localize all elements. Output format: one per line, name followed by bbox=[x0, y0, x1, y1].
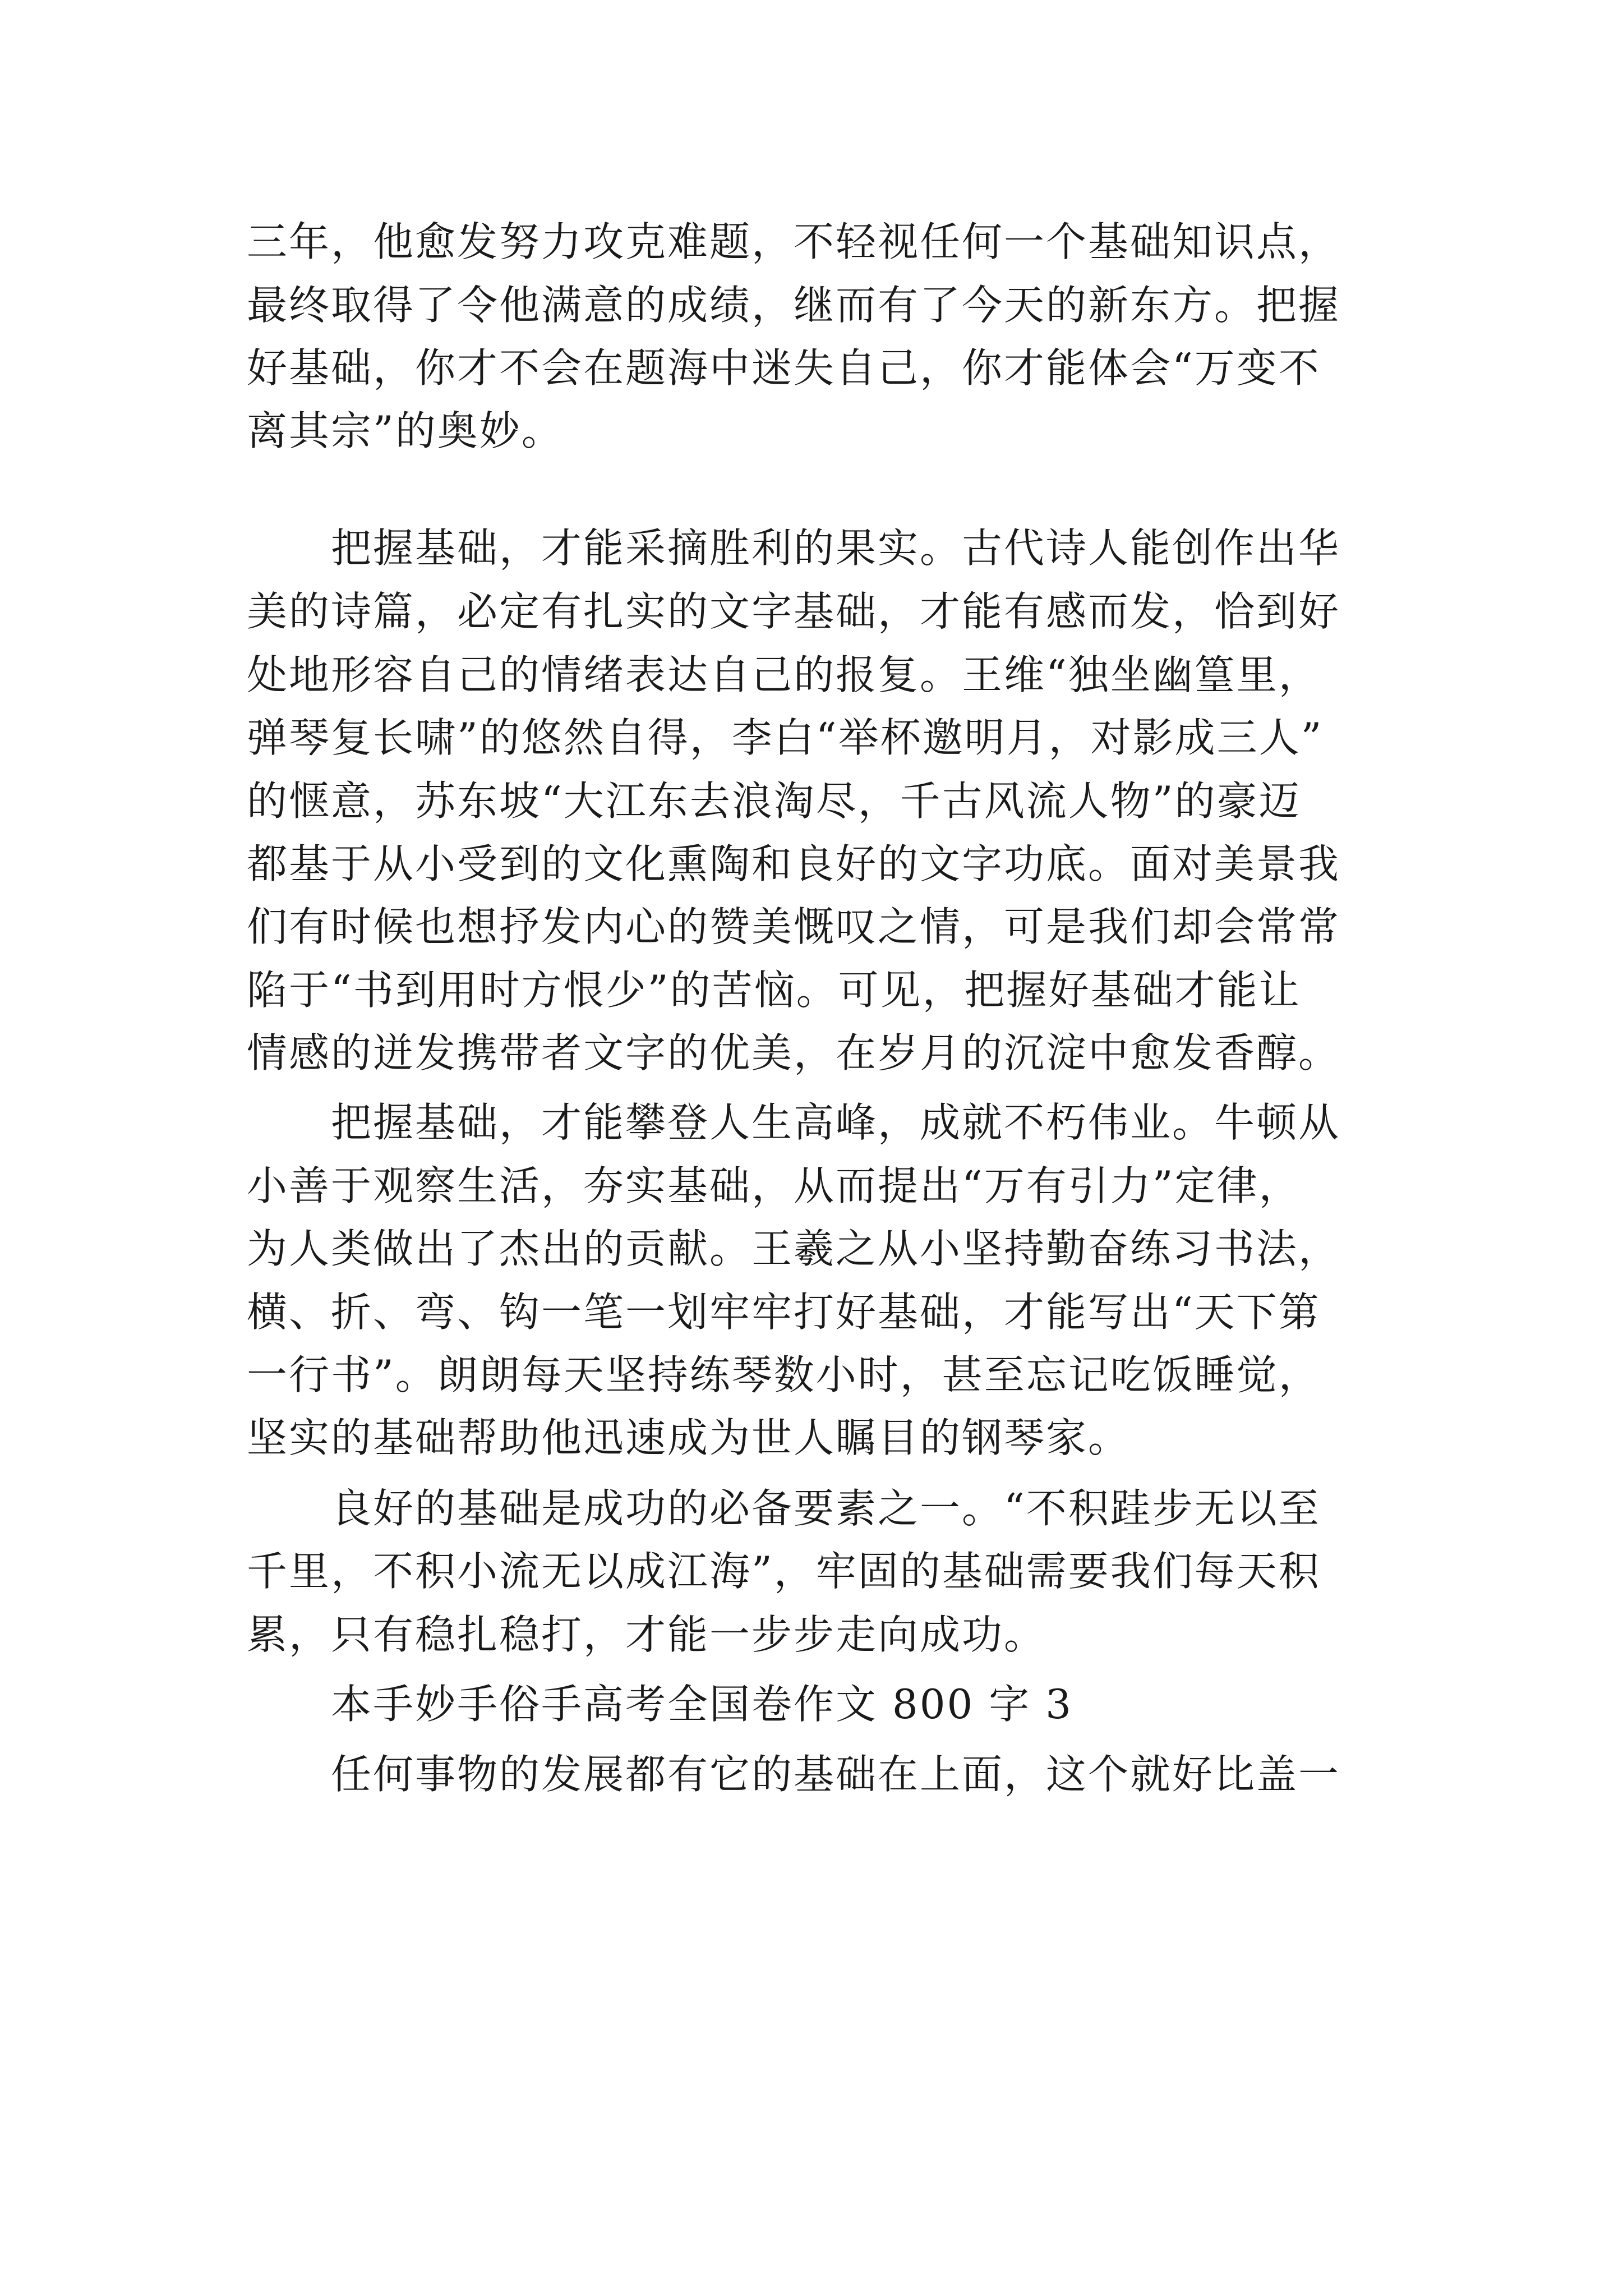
text-line: 三年，他愈发努力攻克难题，不轻视任何一个基础知识点， bbox=[247, 218, 1341, 265]
paragraph-first-line: 把握基础，才能采摘胜利的果实。古代诗人能创作出华 bbox=[331, 524, 1341, 572]
text-line: 处地形容自己的情绪表达自己的报复。王维“独坐幽篁里， bbox=[247, 651, 1321, 698]
text-line: 千里，不积小流无以成江海”，牢固的基础需要我们每天积 bbox=[247, 1548, 1321, 1595]
text-line: 坚实的基础帮助他迅速成为世人瞩目的钢琴家。 bbox=[247, 1414, 1131, 1461]
text-line: 为人类做出了杰出的贡献。王羲之从小坚持勤奋练习书法， bbox=[247, 1225, 1341, 1272]
text-line: 横、折、弯、钩一笔一划牢牢打好基础，才能写出“天下第 bbox=[247, 1289, 1321, 1336]
text-line: 最终取得了令他满意的成绩，继而有了今天的新东方。把握 bbox=[247, 282, 1341, 329]
paragraph-first-line: 任何事物的发展都有它的基础在上面，这个就好比盖一 bbox=[331, 1751, 1341, 1798]
text-line: 离其宗”的奥妙。 bbox=[247, 407, 564, 454]
text-line: 小善于观察生活，夯实基础，从而提出“万有引力”定律， bbox=[247, 1162, 1301, 1209]
text-line: 的惬意，苏东坡“大江东去浪淘尽，千古风流人物”的豪迈 bbox=[247, 777, 1301, 825]
text-line: 弹琴复长啸”的悠然自得，李白“举杯邀明月，对影成三人” bbox=[247, 714, 1324, 761]
text-line: 累，只有稳扎稳打，才能一步步走向成功。 bbox=[247, 1611, 1046, 1658]
text-line: 情感的迸发携带者文字的优美，在岁月的沉淀中愈发香醇。 bbox=[247, 1029, 1341, 1076]
section-heading: 本手妙手俗手高考全国卷作文 800 字 3 bbox=[331, 1681, 1073, 1728]
text-line: 好基础，你才不会在题海中迷失自己，你才能体会“万变不 bbox=[247, 344, 1321, 392]
text-line: 陷于“书到用时方恨少”的苦恼。可见，把握好基础才能让 bbox=[247, 967, 1301, 1014]
paragraph-first-line: 良好的基础是成功的必备要素之一。“不积跬步无以至 bbox=[331, 1485, 1321, 1532]
text-line: 都基于从小受到的文化熏陶和良好的文字功底。面对美景我 bbox=[247, 840, 1341, 887]
paragraph-first-line: 把握基础，才能攀登人生高峰，成就不朽伟业。牛顿从 bbox=[331, 1099, 1341, 1146]
text-line: 一行书”。朗朗每天坚持练琴数小时，甚至忘记吃饭睡觉， bbox=[247, 1351, 1321, 1398]
text-line: 美的诗篇，必定有扎实的文字基础，才能有感而发，恰到好 bbox=[247, 588, 1341, 635]
text-line: 们有时候也想抒发内心的赞美慨叹之情，可是我们却会常常 bbox=[247, 903, 1341, 950]
